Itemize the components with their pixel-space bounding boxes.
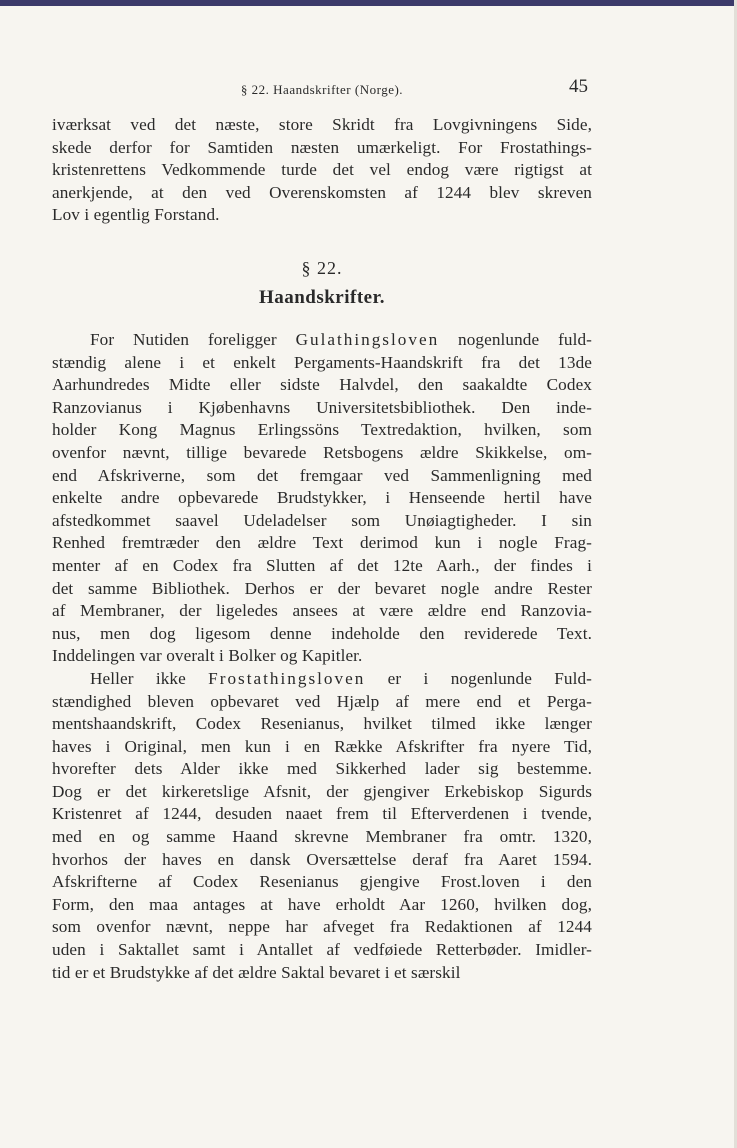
text-line: enkelte andre opbevarede Brudstykker, i Henseende hertil have [52,488,592,508]
text-line: Form, den maa antages at have erholdt Aar 1260, hvilken dog, [52,894,592,914]
text-line: som ovenfor nævnt, neppe har afveget fra Redaktionen af 1244 [52,917,592,937]
text-line: haves i Original, men kun i en Række Afskrifter fra nyere Tid, [52,736,592,756]
text-line: af Membraner, der ligeledes ansees at være ældre end Ranzovia- [52,601,592,621]
text-line: Lov i egentlig Forstand. [52,205,220,225]
text-line: mentshaandskrift, Codex Resenianus, hvilket tilmed ikke længer [52,714,592,734]
text-line: end Afskriverne, som det fremgaar ved Sammenligning med [52,465,592,485]
text-line: stændig alene i et enkelt Pergaments-Haandskrift fra det 13de [52,352,592,372]
text-line: menter af en Codex fra Slutten af det 12te Aarh., der findes i [52,555,592,575]
text-line: Afskrifterne af Codex Resenianus gjengive Frost.loven i den [52,872,592,892]
page-number: 45 [569,76,588,97]
text-line: hvorefter dets Alder ikke med Sikkerhed lader sig bestemme. [52,759,592,779]
text-line: stændighed bleven opbevaret ved Hjælp af mere end et Perga- [52,691,592,711]
text-line: holder Kong Magnus Erlingssöns Textredaktion, hvilken, som [52,420,592,440]
running-head [52,76,592,106]
scan-top-edge [0,0,737,6]
text-line: Ranzovianus i Kjøbenhavns Universitetsbibliothek. Den inde- [52,397,592,417]
text-line: afstedkommet saavel Udeladelser som Unøiagtigheder. I sin [52,510,592,530]
emphasized-term: Frostathingsloven [208,668,366,688]
text-line: hvorhos der haves en dansk Oversættelse deraf fra Aaret 1594. [52,849,592,869]
text-line: Renhed fremtræder den ældre Text derimod kun i nogle Frag- [52,533,592,553]
section-title: Haandskrifter. [258,287,386,308]
text-line: Aarhundredes Midte eller sidste Halvdel, den saakaldte Codex [52,375,592,395]
text-line: tid er et Brudstykke af det ældre Saktal bevaret i et særskil [52,962,461,982]
text-fragment: er i nogenlunde Fuld- [365,668,592,688]
text-line: kristenrettens Vedkommende turde det vel endog være rigtigst at [52,160,592,180]
text-line: nus, men dog ligesom denne indeholde den reviderede Text. [52,623,592,643]
text-fragment: For Nutiden foreligger [90,330,296,349]
text-line: ovenfor nævnt, tillige bevarede Retsbogens ældre Skikkelse, om- [52,442,592,462]
running-head-title: § 22. Haandskrifter (Norge). [240,82,404,97]
continuation-text [52,114,592,227]
text-line: med en og samme Haand skrevne Membraner fra omtr. 1320, [52,827,592,847]
text-line: Dog er det kirkeretslige Afsnit, der gjengiver Erkebiskop Sigurds [52,781,592,801]
text-line: Inddelingen var overalt i Bolker og Kapitler. [52,646,363,666]
text-line: iværksat ved det næste, store Skridt fra Lovgivningens Side, [52,115,592,134]
text-line: anerkjende, at den ved Overenskomsten af 1244 blev skreven [52,182,592,202]
emphasized-term: Gulathingsloven [295,330,440,349]
text-line: uden i Saktallet samt i Antallet af vedføiede Retterbøder. Imidler- [52,940,592,960]
paragraph-first-line [52,668,592,691]
text-line: det samme Bibliothek. Derhos er der bevaret nogle andre Rester [52,578,592,598]
paragraph-first-line [52,329,592,352]
text-fragment: Heller ikke [90,668,209,688]
text-line: skede derfor for Samtiden næsten umærkeligt. For Frostathings- [52,137,592,157]
section-body [52,329,592,984]
section-number: § 22. [301,258,343,278]
text-fragment: nogenlunde fuld- [439,330,592,349]
text-line: Kristenret af 1244, desuden naaet frem til Efterverdenen i tvende, [52,804,592,824]
